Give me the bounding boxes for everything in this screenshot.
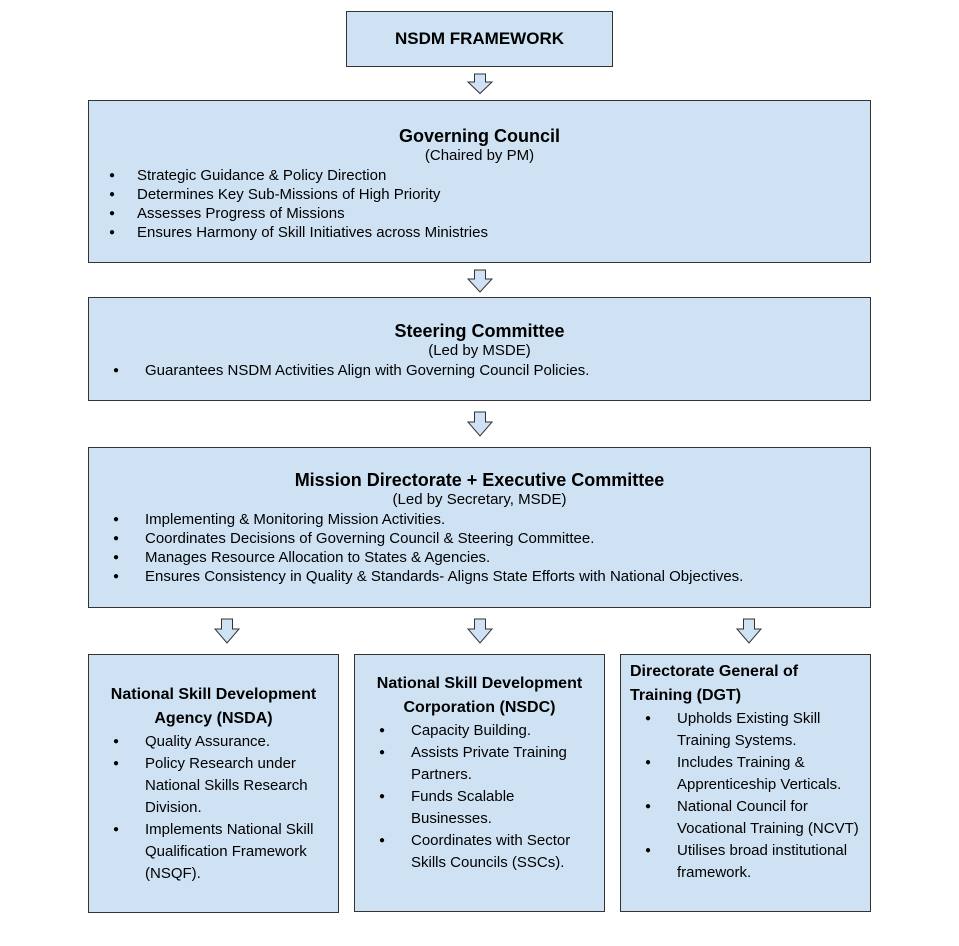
list-item: ● Determines Key Sub-Missions of High Priority (89, 185, 870, 204)
steering-committee-list (89, 361, 870, 380)
list-item: ● Includes Training & Apprenticeship Verticals. (621, 752, 862, 796)
down-arrow-icon (213, 618, 241, 642)
down-arrow-icon (735, 618, 763, 642)
framework-title: NSDM FRAMEWORK (394, 29, 565, 48)
dgt-box (620, 654, 871, 912)
list-item: ● Policy Research under National Skills Research Division. (89, 753, 330, 819)
governing-council-list (89, 166, 870, 242)
steering-committee-box (88, 297, 871, 401)
down-arrow-icon (466, 411, 494, 435)
down-arrow-icon (466, 269, 494, 293)
list-item: ● Assesses Progress of Missions (89, 204, 870, 223)
nsdc-title: National Skill Development Corporation (NSDC) (376, 675, 583, 716)
nsdc-list (355, 720, 604, 874)
steering-committee-title: Steering Committee (394, 321, 565, 341)
list-item: ● Coordinates with Sector Skills Councils (SSCs). (355, 830, 596, 874)
list-item: ● Manages Resource Allocation to States & Agencies. (89, 548, 870, 567)
nsda-list (89, 731, 338, 885)
mission-directorate-subtitle: (Led by Secretary, MSDE) (392, 491, 567, 508)
nsda-title: National Skill Development Agency (NSDA) (110, 686, 317, 727)
list-item: ● National Council for Vocational Training (NCVT) (621, 796, 862, 840)
list-item: ● Assists Private Training Partners. (355, 742, 596, 786)
nsda-box (88, 654, 339, 913)
list-item: ● Quality Assurance. (89, 731, 330, 753)
nsdc-box (354, 654, 605, 912)
steering-committee-subtitle: (Led by MSDE) (428, 342, 531, 359)
governing-council-subtitle: (Chaired by PM) (424, 147, 535, 164)
list-item: ● Coordinates Decisions of Governing Council & Steering Committee. (89, 529, 870, 548)
mission-directorate-title: Mission Directorate + Executive Committee (294, 470, 665, 490)
list-item: ● Ensures Consistency in Quality & Standards- Aligns State Efforts with National Objectives. (89, 567, 870, 586)
dgt-title: Directorate General of Training (DGT) (630, 663, 799, 704)
governing-council-box (88, 100, 871, 263)
governing-council-title: Governing Council (398, 126, 560, 146)
list-item: ● Upholds Existing Skill Training Systems. (621, 708, 862, 752)
list-item: ● Strategic Guidance & Policy Direction (89, 166, 870, 185)
list-item: ● Guarantees NSDM Activities Align with Governing Council Policies. (89, 361, 870, 380)
dgt-list (621, 708, 870, 884)
down-arrow-icon (466, 73, 494, 97)
list-item: ● Utilises broad institutional framework. (621, 840, 862, 884)
list-item: ● Implements National Skill Qualification Framework (NSQF). (89, 819, 330, 885)
framework-title-box (346, 11, 613, 67)
list-item: ● Capacity Building. (355, 720, 596, 742)
mission-directorate-list (89, 510, 870, 586)
mission-directorate-box (88, 447, 871, 608)
list-item: ● Ensures Harmony of Skill Initiatives across Ministries (89, 223, 870, 242)
down-arrow-icon (466, 618, 494, 642)
list-item: ● Funds Scalable Businesses. (355, 786, 596, 830)
list-item: ● Implementing & Monitoring Mission Activities. (89, 510, 870, 529)
